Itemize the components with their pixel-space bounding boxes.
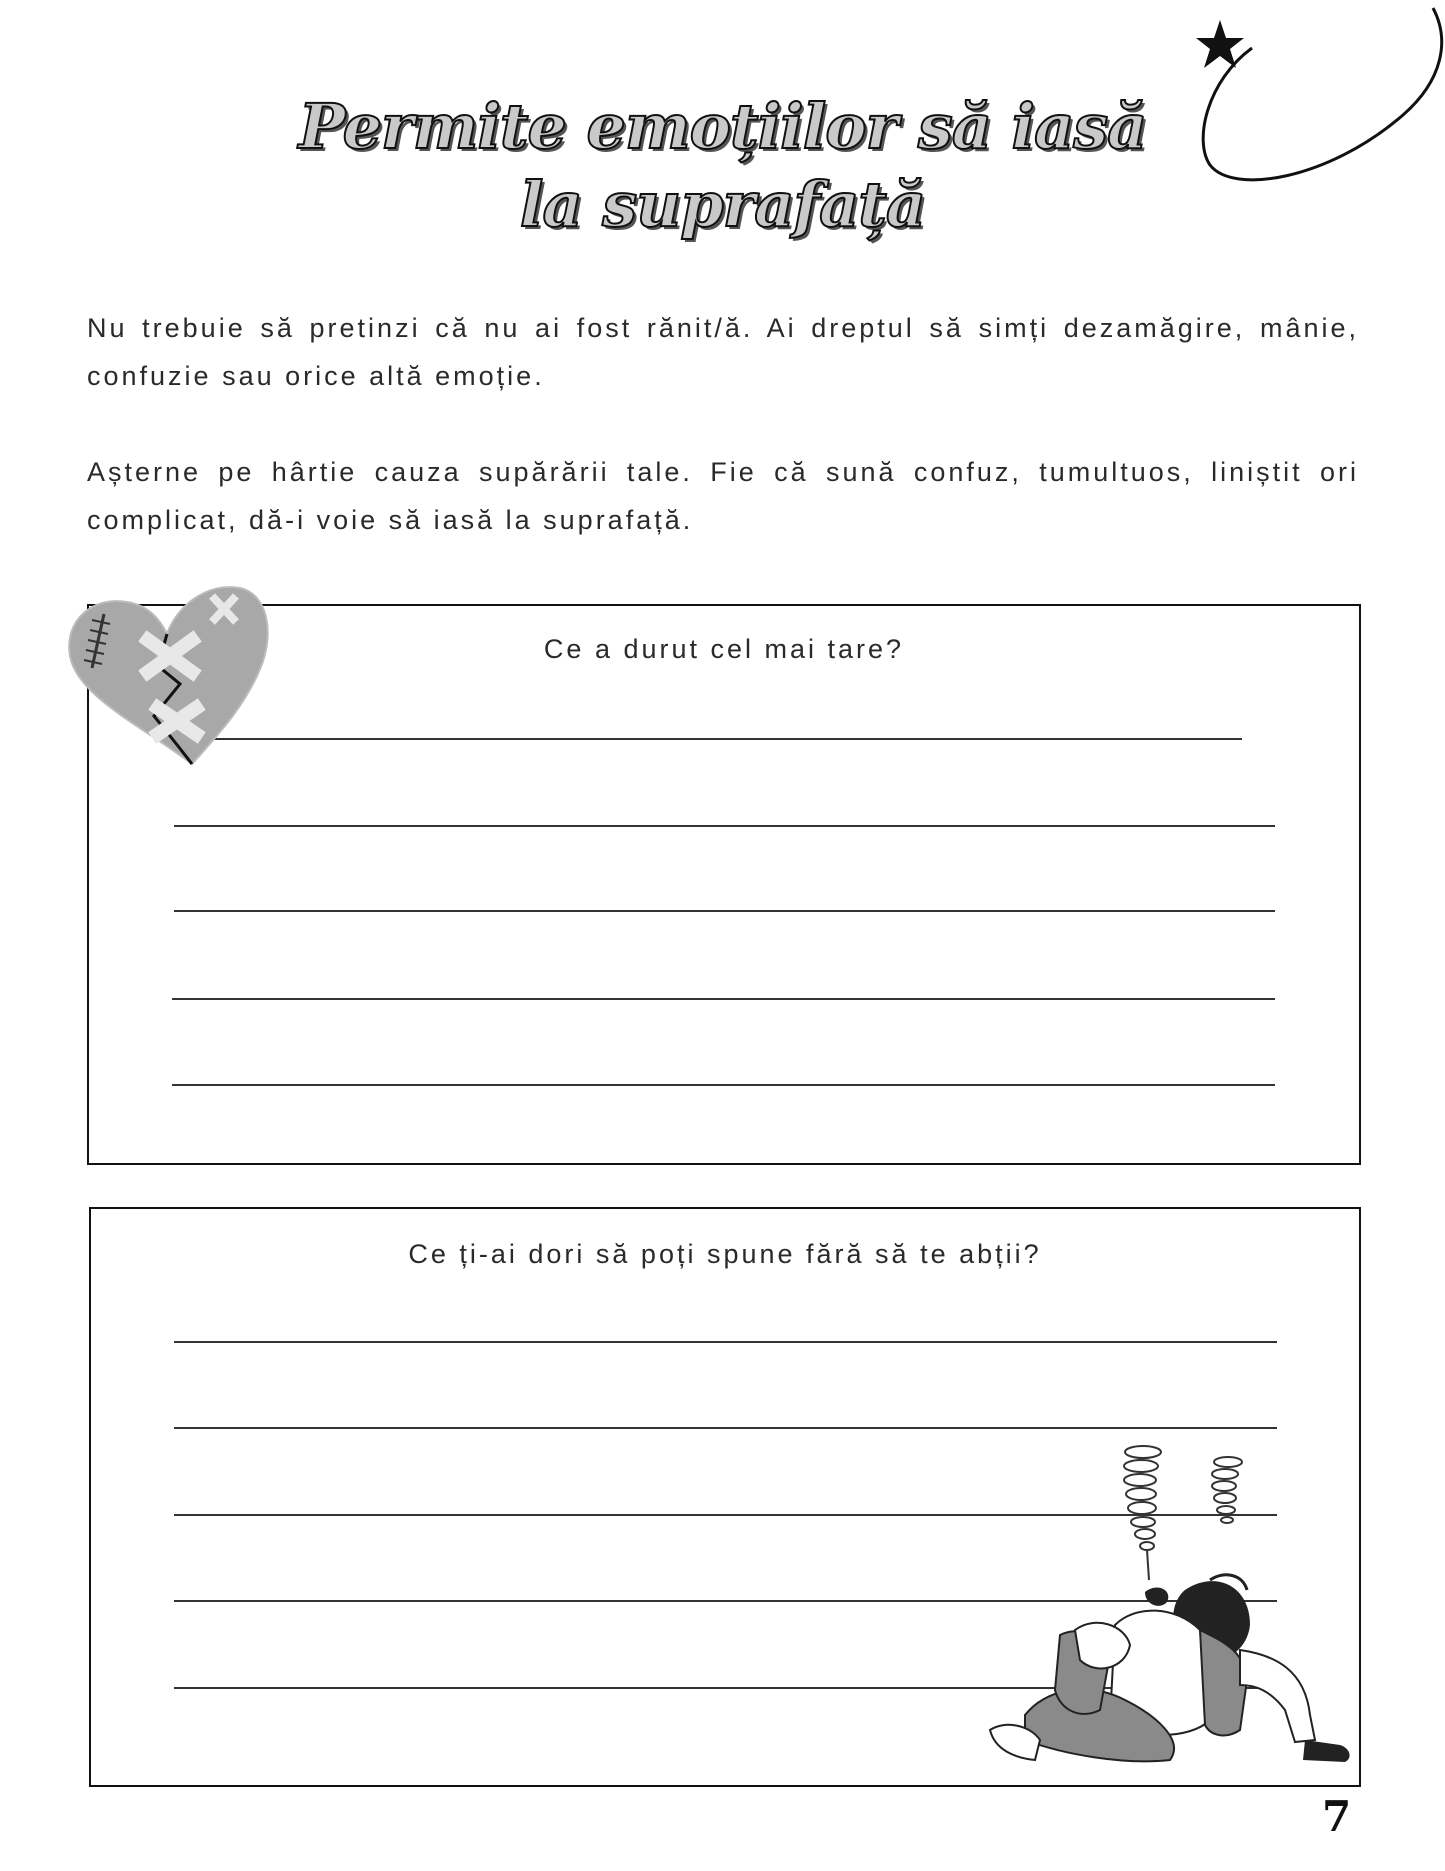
writing-line[interactable]: [174, 910, 1275, 912]
page-number: 7: [1322, 1792, 1352, 1841]
intro-paragraph-1: Nu trebuie să pretinzi că nu ai fost rănit/ă. Ai dreptul să simți dezamăgire, mânie, confuzie sau orice altă emoție.: [87, 313, 1359, 391]
writing-line[interactable]: [172, 1084, 1275, 1086]
writing-line[interactable]: [209, 738, 1242, 740]
page-title: [0, 88, 1445, 244]
writing-line[interactable]: [174, 1427, 1277, 1429]
question-2: Ce ți-ai dori să poți spune fără să te abții?: [408, 1239, 1042, 1269]
title-line-2: la suprafață: [519, 168, 926, 241]
writing-line[interactable]: [174, 825, 1275, 827]
sad-person-illustration: [985, 1440, 1360, 1770]
writing-box-1: [87, 604, 1361, 1165]
writing-line[interactable]: [172, 998, 1275, 1000]
question-1: Ce a durut cel mai tare?: [543, 634, 905, 664]
intro-paragraph-2: Așterne pe hârtie cauza supărării tale. Fie că sună confuz, tumultuos, liniștit ori complicat, dă-i voie să iasă la suprafață.: [87, 457, 1359, 535]
title-line-1: Permite emoțiilor să iasă: [298, 90, 1147, 163]
broken-heart-icon: [62, 576, 272, 772]
writing-line[interactable]: [174, 1341, 1277, 1343]
